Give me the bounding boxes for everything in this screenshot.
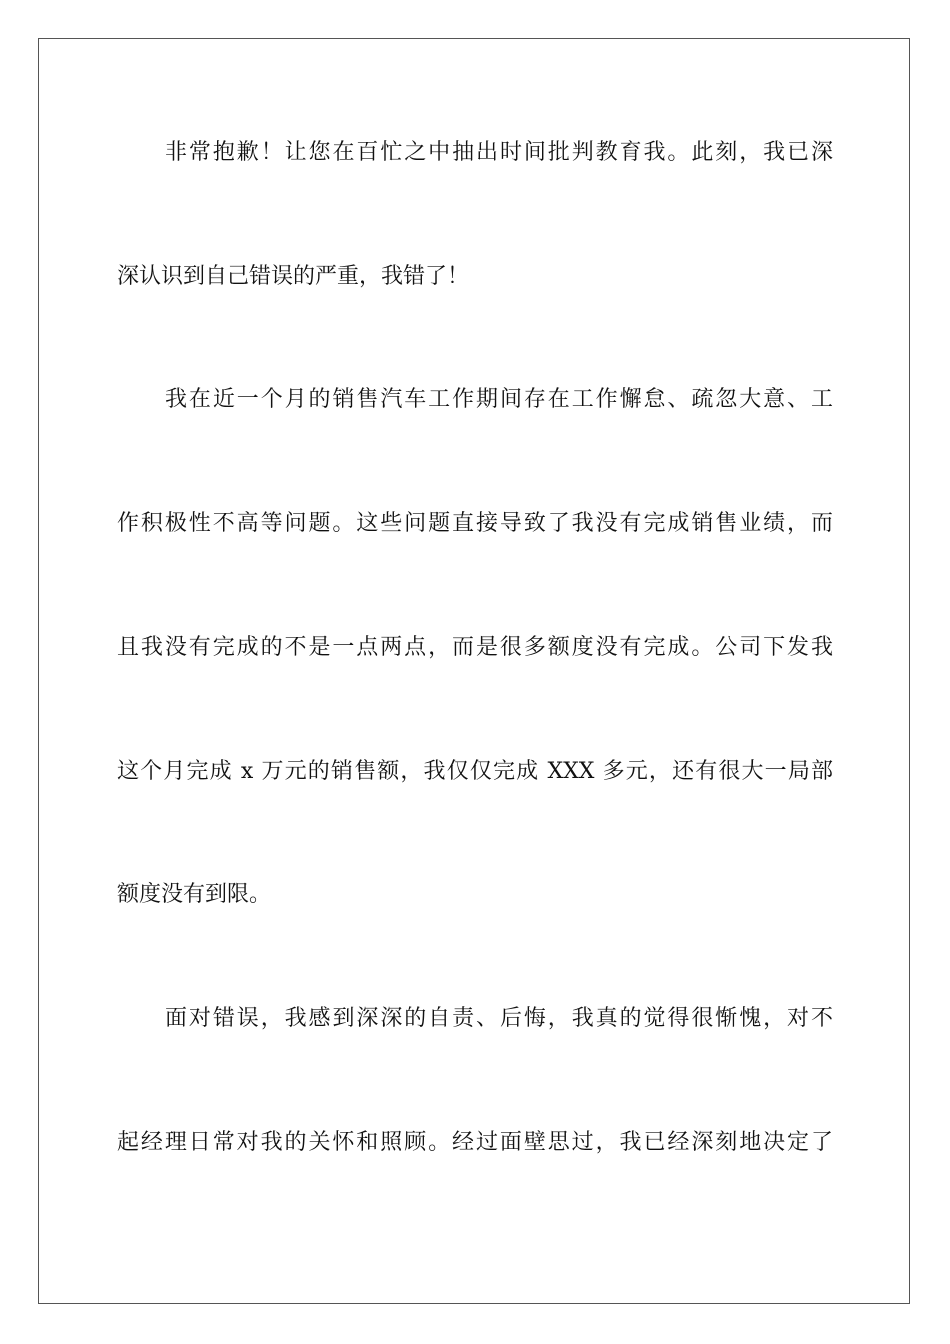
paragraph-2-line-5: 额度没有到限。 — [117, 882, 272, 907]
paragraph-1-line-1: 非常抱歉！让您在百忙之中抽出时间批判教育我。此刻，我已深 — [165, 140, 833, 165]
paragraph-2-line-2: 作积极性不高等问题。这些问题直接导致了我没有完成销售业绩，而 — [117, 511, 833, 536]
paragraph-1-line-2: 深认识到自己错误的严重，我错了！ — [117, 264, 470, 289]
paragraph-3-line-2: 起经理日常对我的关怀和照顾。经过面壁思过，我已经深刻地决定了 — [117, 1130, 833, 1155]
paragraph-2-line-4: 这个月完成 x 万元的销售额，我仅仅完成 XXX 多元，还有很大一局部 — [117, 759, 833, 784]
paragraph-3-line-1: 面对错误，我感到深深的自责、后悔，我真的觉得很惭愧，对不 — [165, 1006, 833, 1031]
paragraph-2-line-3: 且我没有完成的不是一点两点，而是很多额度没有完成。公司下发我 — [117, 635, 833, 660]
page-border — [38, 38, 910, 1304]
paragraph-2-line-1: 我在近一个月的销售汽车工作期间存在工作懈怠、疏忽大意、工 — [165, 387, 833, 412]
